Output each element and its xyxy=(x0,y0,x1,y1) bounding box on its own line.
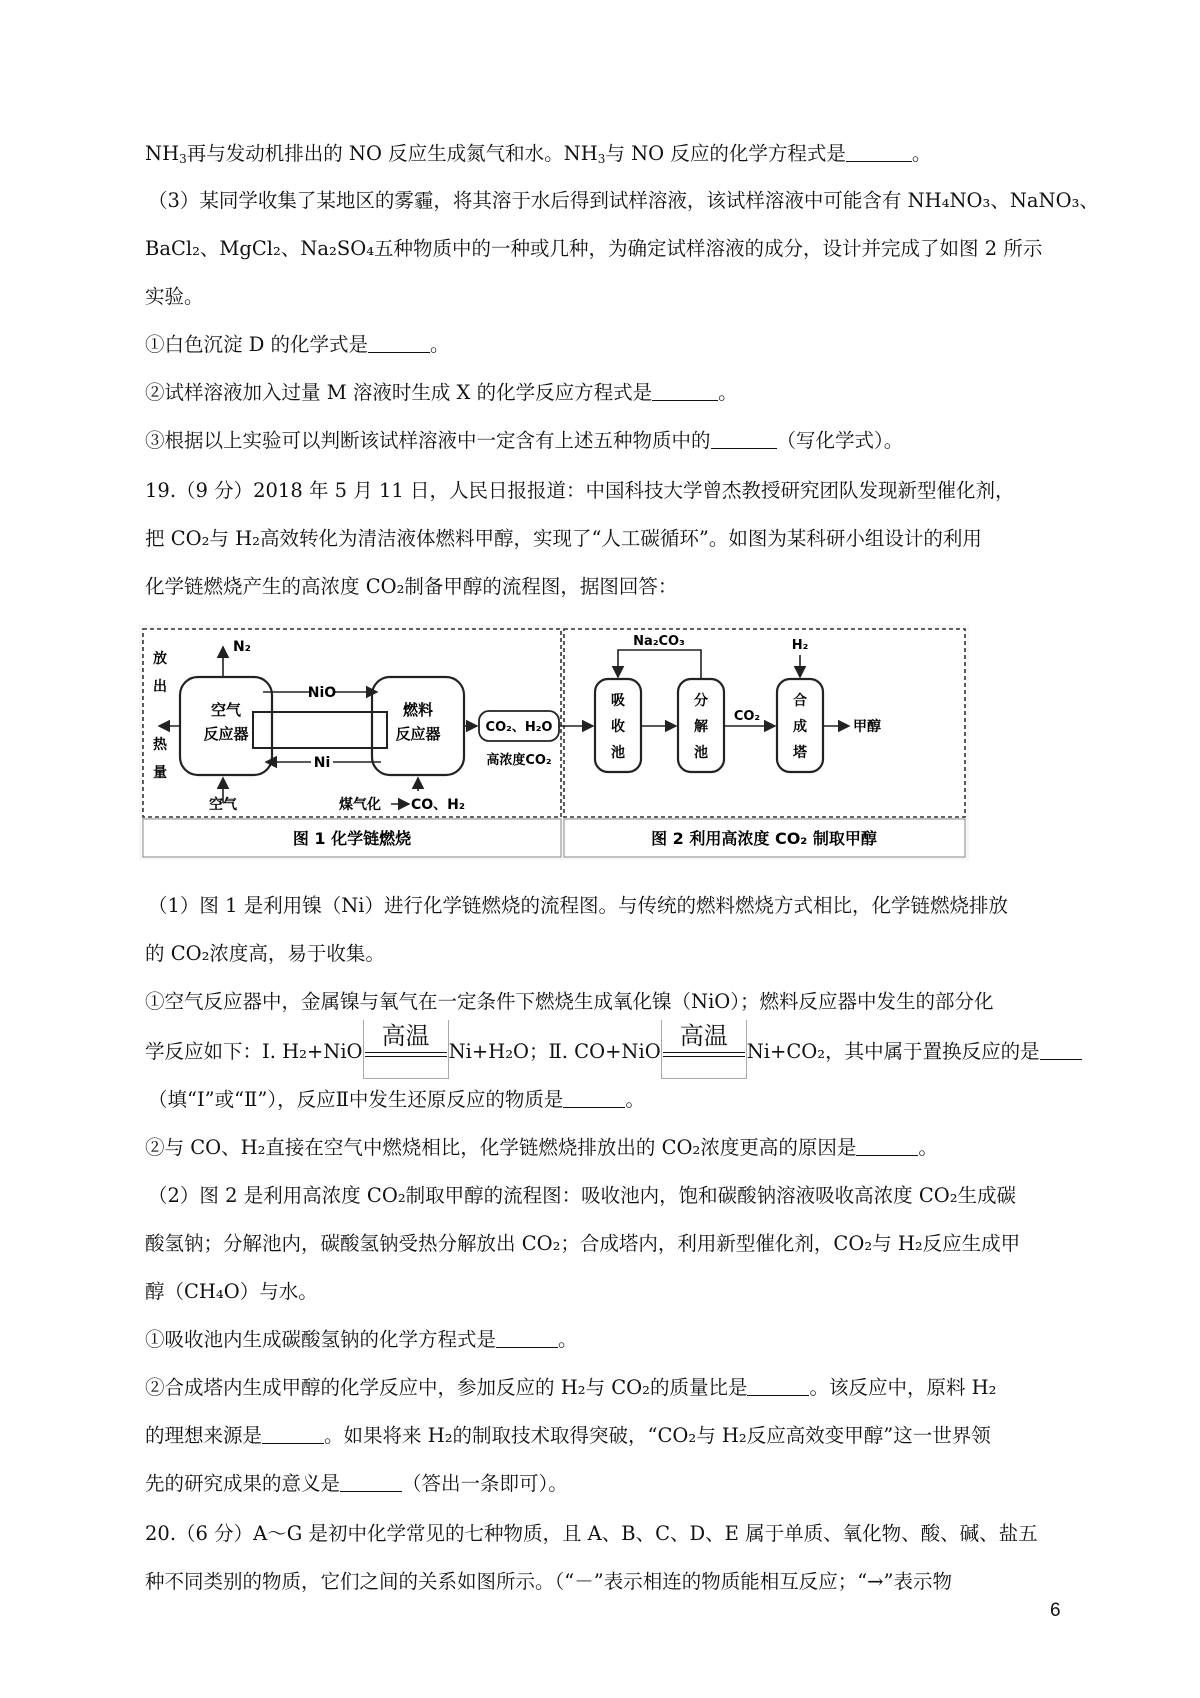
page-number: 6 xyxy=(1050,1600,1061,1621)
svg-text:分: 分 xyxy=(694,693,708,709)
answer-blank[interactable] xyxy=(368,334,430,353)
release-heat-1: 放 xyxy=(153,651,167,667)
answer-blank[interactable] xyxy=(747,1377,809,1396)
q20-line-2: 种不同类别的物质，它们之间的关系如图所示。（“－”表示相连的物质能相互反应；“→”表示物 xyxy=(145,1570,952,1593)
fuel-reactor-label-1: 燃料 xyxy=(402,701,434,719)
co-h2-label: CO、H₂ xyxy=(411,797,466,813)
q19-part1-sub2: ②与 CO、H₂直接在空气中燃烧相比，化学链燃烧排放出的 CO₂浓度更高的原因是 。 xyxy=(145,1136,938,1159)
svg-text:收: 收 xyxy=(611,719,625,735)
release-heat-4: 量 xyxy=(153,765,167,781)
release-heat-3: 热 xyxy=(153,737,167,753)
q19-part2-sub1: ①吸收池内生成碳酸氢钠的化学方程式是 。 xyxy=(145,1328,578,1351)
figure-2-caption: 图 2 利用高浓度 CO₂ 制取甲醇 xyxy=(651,829,877,848)
answer-blank[interactable] xyxy=(1040,1041,1082,1060)
q19-part1-sub1-line-3: （填“Ⅰ”或“Ⅱ”），反应Ⅱ中发生还原反应的物质是 。 xyxy=(148,1088,645,1111)
air-reactor-label-2: 反应器 xyxy=(203,725,249,743)
ni-label: Ni xyxy=(313,755,331,771)
q19-part2-line-2: 酸氢钠；分解池内，碳酸氢钠受热分解放出 CO₂；合成塔内，利用新型催化剂，CO₂与 H₂反应生成甲 xyxy=(145,1232,1021,1255)
flowchart-figure xyxy=(139,625,969,860)
svg-text:吸: 吸 xyxy=(611,693,625,709)
coal-gasification-label: 煤气化 xyxy=(339,797,381,813)
reaction-condition-2: 高温 xyxy=(661,1036,747,1064)
nio-label: NiO xyxy=(307,685,337,701)
figure-1-caption: 图 1 化学链燃烧 xyxy=(292,829,412,848)
co2-label: CO₂ xyxy=(733,709,761,724)
svg-text:塔: 塔 xyxy=(793,745,807,761)
q19-line-2: 把 CO₂与 H₂高效转化为清洁液体燃料甲醇，实现了“人工碳循环”。如图为某科研小组设计的利用 xyxy=(145,527,982,550)
q19-part2-sub2-line-1: ②合成塔内生成甲醇的化学反应中，参加反应的 H₂与 CO₂的质量比是 。该反应中，原料 H₂ xyxy=(145,1376,997,1399)
release-heat-2: 出 xyxy=(153,679,167,695)
svg-text:解: 解 xyxy=(694,719,708,735)
q18-part3-line-3: 实验。 xyxy=(145,285,204,308)
air-label: 空气 xyxy=(209,797,237,813)
methanol-label: 甲醇 xyxy=(853,719,881,735)
q19-part2-sub2-line-2: 的理想来源是 。如果将来 H₂的制取技术取得突破，“CO₂与 H₂反应高效变甲醇”这一世界领 xyxy=(145,1424,991,1447)
answer-blank[interactable] xyxy=(262,1425,324,1444)
n2-label: N₂ xyxy=(233,639,251,655)
answer-blank[interactable] xyxy=(711,430,777,449)
q19-part2-sub2-line-3: 先的研究成果的意义是 （答出一条即可）。 xyxy=(145,1472,568,1495)
q18-line-1: $NH_3$再与发动机排出的 NO 反应生成氮气和水。$NH_3$与 NO 反应的化学方程式是 。 xyxy=(145,142,932,166)
fuel-reactor-label-2: 反应器 xyxy=(395,725,441,743)
h2-label: H₂ xyxy=(791,638,809,653)
q19-line-3: 化学链燃烧产生的高浓度 CO₂制备甲醇的流程图，据图回答： xyxy=(145,575,678,598)
q19-part1-sub1-line-1: ①空气反应器中，金属镍与氧气在一定条件下燃烧生成氧化镍（NiO）；燃料反应器中发生的部分化 xyxy=(145,990,994,1013)
q18-part3-line-1: （3）某同学收集了某地区的雾霾，将其溶于水后得到试样溶液，该试样溶液中可能含有 NH₄NO₃、NaNO₃、 xyxy=(148,189,1099,212)
svg-text:池: 池 xyxy=(611,745,625,761)
answer-blank[interactable] xyxy=(846,143,912,162)
svg-text:池: 池 xyxy=(694,745,708,761)
q19-part2-line-3: 醇（CH₄O）与水。 xyxy=(145,1280,318,1303)
q18-sub-2: ②试样溶液加入过量 M 溶液时生成 X 的化学反应方程式是 。 xyxy=(145,381,738,404)
svg-text:成: 成 xyxy=(793,719,807,735)
answer-blank[interactable] xyxy=(340,1473,402,1492)
answer-blank[interactable] xyxy=(563,1089,625,1108)
na2co3-label: Na₂CO₃ xyxy=(633,634,685,649)
q19-line-1: 19.（9 分）2018 年 5 月 11 日，人民日报报道：中国科技大学曾杰教授研究团队发现新型催化剂， xyxy=(145,479,1015,502)
answer-blank[interactable] xyxy=(496,1329,558,1348)
answer-blank[interactable] xyxy=(856,1137,918,1156)
q18-sub-3: ③根据以上实验可以判断该试样溶液中一定含有上述五种物质中的 （写化学式）。 xyxy=(145,429,904,452)
air-reactor-label-1: 空气 xyxy=(210,701,242,719)
q19-part2-line-1: （2）图 2 是利用高浓度 CO₂制取甲醇的流程图：吸收池内，饱和碳酸钠溶液吸收高浓度 CO₂生成碳 xyxy=(148,1184,1017,1207)
q19-part1-sub1-line-2: 学反应如下：Ⅰ. H₂+NiO 高温 Ni+H₂O；Ⅱ. CO+NiO 高温 Ni+CO₂，其中属于置换反应的是 xyxy=(145,1036,1070,1066)
reaction-condition-1: 高温 xyxy=(363,1036,449,1064)
co2-h2o-label: CO₂、H₂O xyxy=(485,720,553,735)
high-co2-label: 高浓度CO₂ xyxy=(486,753,552,768)
q19-part1-line-1: （1）图 1 是利用镍（Ni）进行化学链燃烧的流程图。与传统的燃料燃烧方式相比，化学链燃烧排放 xyxy=(148,894,1009,917)
q18-part3-line-2: BaCl₂、MgCl₂、Na₂SO₄五种物质中的一种或几种，为确定试样溶液的成分，设计并完成了如图 2 所示 xyxy=(145,237,1043,260)
q19-part1-line-2: 的 CO₂浓度高，易于收集。 xyxy=(145,942,385,965)
q18-sub-1: ①白色沉淀 D 的化学式是 。 xyxy=(145,333,450,356)
answer-blank[interactable] xyxy=(652,382,718,401)
svg-text:合: 合 xyxy=(793,693,807,709)
q20-line-1: 20.（6 分）A～G 是初中化学常见的七种物质，且 A、B、C、D、E 属于单质、氧化物、酸、碱、盐五 xyxy=(145,1522,1038,1545)
